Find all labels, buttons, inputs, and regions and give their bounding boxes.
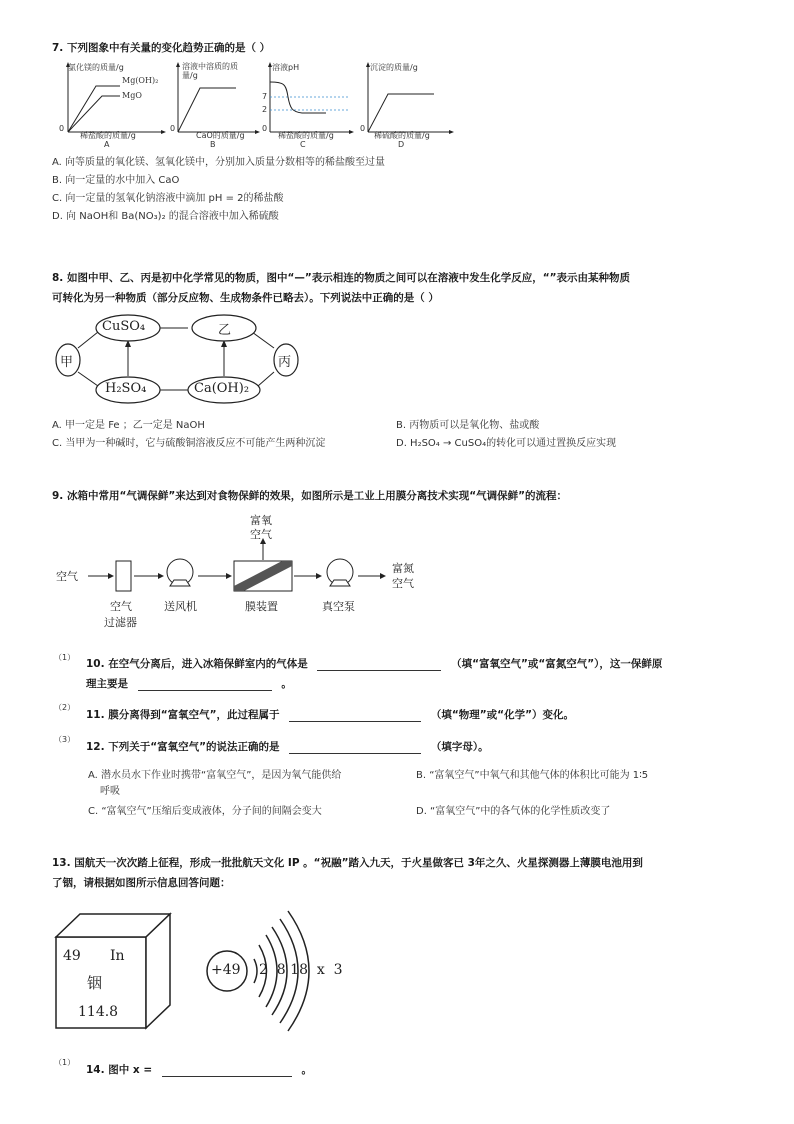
q9-sub1-after: （填“富氧空气”或“富氮空气”），这一保鲜原 [451, 658, 663, 670]
q9-sub1-line2-text: 理主要是 [86, 678, 128, 690]
q9-sub3-text: 12. 下列关于“富氧空气”的说法正确的是 [86, 741, 280, 753]
q9-sub1-text: 10. 在空气分离后，进入冰箱保鲜室内的气体是 [86, 658, 308, 670]
q13-sub1-mark: （1） [54, 1058, 76, 1067]
element-atomic-mass: 114.8 [78, 1004, 119, 1020]
flow-pump-label: 真空泵 [322, 600, 355, 613]
flow-filter-label-2: 过滤器 [104, 616, 137, 629]
element-symbol: In [110, 948, 125, 964]
q13-sub1-text: 14. 图中 x = [86, 1064, 153, 1076]
q9-sub3-mark: （3） [54, 735, 76, 744]
node-h2so4: H₂SO₄ [105, 381, 147, 396]
q9-flow-diagram [56, 512, 436, 636]
node-yi: 乙 [218, 323, 232, 338]
graph-c-ylabel: 溶液pH [272, 63, 300, 72]
graph-c-xlabel: 稀盐酸的质量/g [278, 131, 334, 140]
q9-sub2-line [86, 707, 574, 722]
q9-option-a[interactable]: A. 潜水员水下作业时携带“富氧空气”，是因为氧气能供给 [88, 770, 342, 781]
flow-fan-label: 送风机 [164, 600, 197, 613]
question-8-stem-line1: 8. 如图中甲、乙、丙是初中化学常见的物质，图中“—”表示相连的物质之间可以在溶液中发生化学反应，“”表示由某种物质 [52, 272, 631, 284]
q7-option-a[interactable]: A. 向等质量的氧化镁、氢氧化镁中，分别加入质量分数相等的稀盐酸至过量 [52, 157, 386, 168]
graph-d-ylabel: 沉淀的质量/g [370, 63, 418, 72]
graph-c-tick-2: 2 [262, 105, 268, 114]
q9-sub2-mark: （2） [54, 703, 76, 712]
graph-a [56, 60, 168, 150]
question-13-stem-line2: 了铟，请根据如图所示信息回答问题： [52, 877, 231, 889]
q8-option-c[interactable]: C. 当甲为一种碱时，它与硫酸铜溶液反应不可能产生两种沉淀 [52, 438, 326, 449]
graph-b-xlabel: CaO的质量/g [196, 131, 245, 140]
question-8-stem-line2: 可转化为另一种物质（部分反应物、生成物条件已略去）。下列说法中正确的是（ ） [52, 292, 439, 304]
graph-d [360, 60, 456, 150]
graph-a-line1-label: Mg(OH)₂ [122, 76, 159, 85]
q9-sub1-reason-blank[interactable] [138, 679, 272, 691]
q9-option-b[interactable]: B. “富氧空气”中氧气和其他气体的体积比可能为 1∶5 [416, 770, 649, 781]
q8-option-a[interactable]: A. 甲一定是 Fe ；乙一定是 NaOH [52, 420, 205, 431]
q8-option-b[interactable]: B. 丙物质可以是氧化物、盐或酸 [396, 420, 540, 431]
graph-b-letter: B [210, 140, 216, 149]
q8-option-d[interactable]: D. H₂SO₄ → CuSO₄的转化可以通过置换反应实现 [396, 438, 617, 449]
flow-o2-label-1: 富氧 [250, 514, 272, 527]
graph-b-ylabel: 溶液中溶质的质量/g [182, 62, 238, 80]
graph-d-xlabel: 稀硫酸的质量/g [374, 131, 430, 140]
flow-n2-label-2: 空气 [392, 577, 414, 590]
graph-d-origin: 0 [360, 124, 366, 133]
q9-option-c[interactable]: C. “富氧空气”压缩后变成液体，分子间的间隔会变大 [88, 806, 322, 817]
graph-a-line2-label: MgO [122, 91, 142, 100]
flow-air-label: 空气 [56, 570, 78, 583]
graph-c-tick-7: 7 [262, 92, 268, 101]
flow-n2-label-1: 富氮 [392, 562, 414, 575]
q8-diagram-svg [52, 310, 302, 410]
graph-a-letter: A [104, 140, 110, 149]
atom-nucleus-charge: +49 [211, 962, 241, 978]
q9-sub3-after: （填字母）。 [430, 741, 489, 753]
q9-sub2-answer-blank[interactable] [289, 710, 421, 722]
q9-sub1-mark: （1） [54, 653, 76, 662]
graph-c-letter: C [300, 140, 306, 149]
q9-sub1-answer-blank[interactable] [317, 659, 441, 671]
atom-structure [202, 905, 352, 1035]
graph-c-origin: 0 [262, 124, 268, 133]
element-name: 铟 [87, 974, 103, 992]
q9-sub2-after: （填“物理”或“化学”）变化。 [430, 709, 574, 721]
q7-option-d[interactable]: D. 向 NaOH和 Ba(NO₃)₂ 的混合溶液中加入稀硫酸 [52, 211, 279, 222]
flow-o2-label-2: 空气 [250, 528, 272, 541]
graph-b-origin: 0 [170, 124, 176, 133]
q7-option-c[interactable]: C. 向一定量的氢氧化钠溶液中滴加 pH = 2的稀盐酸 [52, 193, 284, 204]
q8-relation-diagram [52, 310, 302, 410]
node-bing: 丙 [278, 355, 292, 370]
question-7-stem: 7. 下列图象中有关量的变化趋势正确的是（ ） [52, 42, 271, 54]
element-atomic-number: 49 [63, 948, 81, 964]
node-jia: 甲 [60, 355, 74, 370]
graph-a-xlabel: 稀盐酸的质量/g [80, 131, 136, 140]
graph-a-origin: 0 [59, 124, 65, 133]
question-13-stem-line1: 13. 国航天一次次踏上征程，形成一批批航天文化 IP 。“祝融”踏入九天，于火星做客已 3年之久、火星探测器上薄膜电池用到 [52, 857, 643, 869]
graph-c [262, 60, 356, 150]
q13-sub1-line [86, 1062, 312, 1077]
q9-sub3-answer-blank[interactable] [289, 742, 421, 754]
q7-option-b[interactable]: B. 向一定量的水中加入 CaO [52, 175, 180, 186]
flow-filter-label-1: 空气 [110, 600, 132, 613]
atom-electron-shells: 2 8 18 x 3 [259, 962, 343, 978]
graph-a-ylabel: 氯化镁的质量/g [68, 63, 124, 72]
q9-sub1-line1 [86, 656, 662, 671]
graph-d-letter: D [398, 140, 405, 149]
q9-option-d[interactable]: D. “富氧空气”中的各气体的化学性质改变了 [416, 806, 611, 817]
flow-membrane-label: 膜装置 [245, 600, 278, 613]
element-cube [54, 912, 174, 1032]
question-9-stem: 9. 冰箱中常用“气调保鲜”来达到对食物保鲜的效果，如图所示是工业上用膜分离技术实现“气调保鲜”的流程： [52, 490, 568, 502]
q9-sub1-end: 。 [281, 678, 292, 690]
q9-sub3-line [86, 739, 489, 754]
graph-b [170, 60, 262, 150]
q9-option-a-cont[interactable]: 呼吸 [100, 786, 120, 797]
q13-sub1-answer-blank[interactable] [162, 1065, 292, 1077]
node-cuso4: CuSO₄ [102, 319, 146, 334]
q9-sub1-line2 [86, 676, 292, 691]
node-caoh2: Ca(OH)₂ [194, 381, 250, 396]
q9-sub2-text: 11. 膜分离得到“富氧空气”，此过程属于 [86, 709, 280, 721]
q13-sub1-end: 。 [301, 1064, 312, 1076]
